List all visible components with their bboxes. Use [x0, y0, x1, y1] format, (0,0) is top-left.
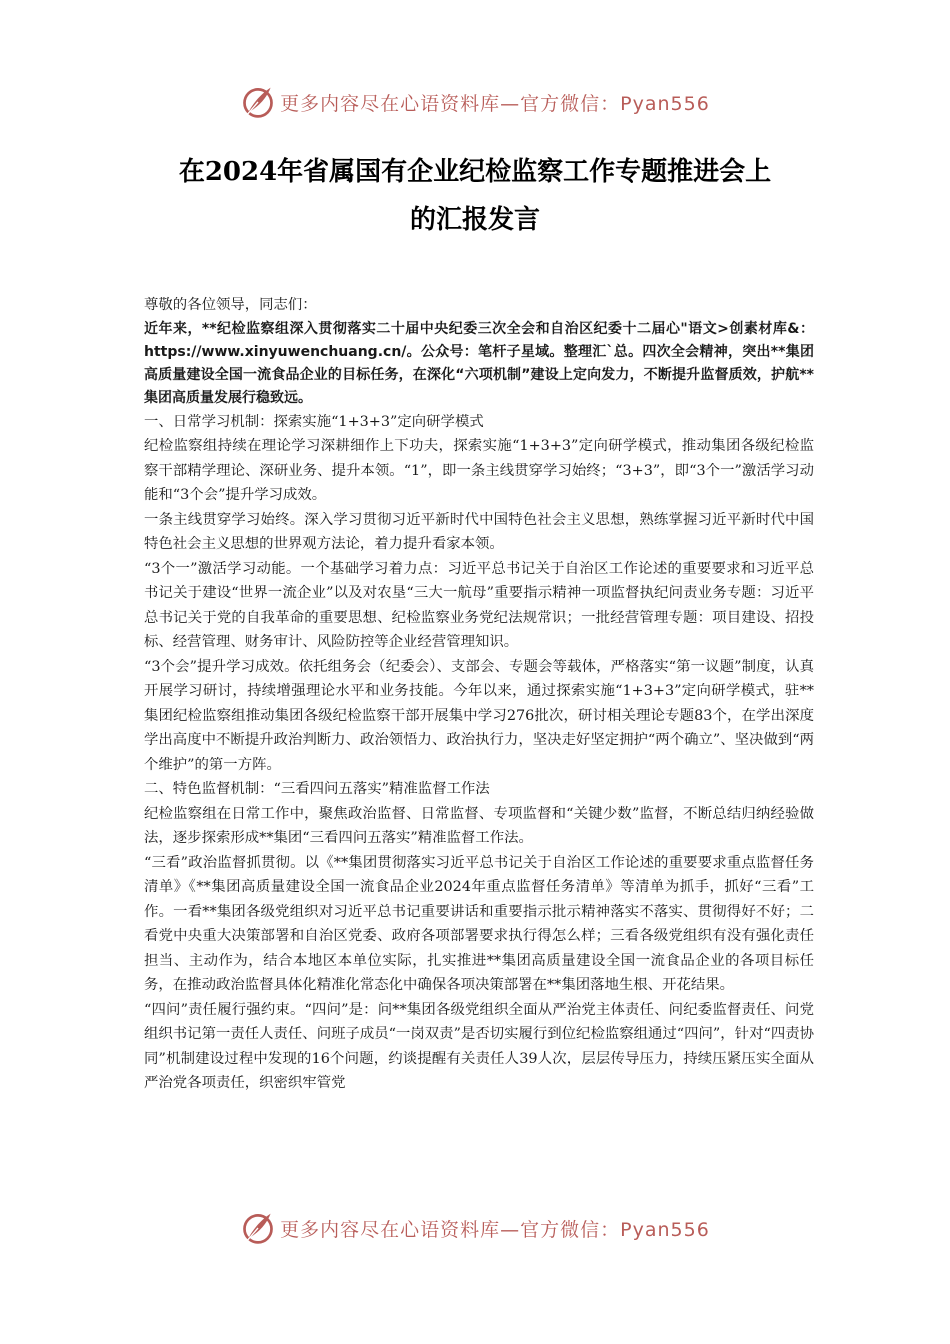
body-paragraph: “四问”责任履行强约束。“四问”是：问**集团各级党组织全面从严治党主体责任、问纪委监督责任、问党组织书记第一责任人责任、问班子成员“一岗双责”是否切实履行到位纪检监察组通过“四问”，针对“四责协同”机制建设过程中发现的16个问题，约谈提醒有关责任人39人次，层层传导压力，持续压紧压实全面从严治党各项责任，织密织牢管党 — [144, 1001, 814, 1091]
body-paragraph: 二、特色监督机制：“三看四问五落实”精准监督工作法 — [144, 781, 490, 797]
body-paragraph: 一、日常学习机制：探索实施“1+3+3”定向研学模式 — [144, 413, 484, 430]
body-paragraph: 纪检监察组在日常工作中，聚焦政治监督、日常监督、专项监督和“关键少数”监督，不断总结归纳经验做法，逐步探索形成**集团“三看四问五落实”精准监督工作法。 — [144, 805, 814, 846]
document-body — [144, 293, 814, 1096]
watermark-text: 更多内容尽在心语资料库—官方微信：Pyan556 — [280, 92, 710, 115]
body-paragraph: 纪检监察组持续在理论学习深耕细作上下功夫，探索实施“1+3+3”定向研学模式，推动集团各级纪检监察干部精学理论、深研业务、提升本领。“1”，即一条主线贯穿学习始终；“3+3”，即“3个一”激活学习动能和“3个会”提升学习成效。 — [144, 438, 814, 503]
header-watermark-banner — [0, 82, 950, 122]
body-paragraph: 一条主线贯穿学习始终。深入学习贯彻习近平新时代中国特色社会主义思想，熟练掌握习近平新时代中国特色社会主义思想的世界观方法论，着力提升看家本领。 — [144, 511, 814, 552]
body-paragraph: “3个会”提升学习成效。依托组务会（纪委会）、支部会、专题会等载体，严格落实“第一议题”制度，认真开展学习研讨，持续增强理论水平和业务技能。今年以来，通过探索实施“1+3+3”定向研学模式，驻**集团纪检监察组推动集团各级纪检监察干部开展集中学习276批次，研讨相关理论专题83个，在学出深度学出高度中不断提升政治判断力、政治领悟力、政治执行力，坚决走好坚定拥护“两个确立”、坚决做到“两个维护”的第一方阵。 — [144, 658, 814, 773]
body-paragraph: 尊敬的各位领导，同志们： — [144, 297, 317, 313]
footer-watermark-banner — [0, 1208, 950, 1248]
body-paragraph: “3个一”激活学习动能。一个基础学习着力点：习近平总书记关于自治区工作论述的重要要求和习近平总书记关于建设“世界一流企业”以及对农垦“三大一航母”重要指示精神一项监督执纪问责业务专题：习近平总书记关于党的自我革命的重要思想、纪检监察业务党纪法规常识；一批经营管理专题：项目建设、招投标、经营管理、财务审计、风险防控等企业经营管理知识。 — [144, 560, 814, 650]
title-line-2: 的汇报发言 — [409, 205, 540, 235]
quill-pen-logo-icon — [240, 1210, 276, 1246]
quill-pen-logo-icon — [240, 84, 276, 120]
body-paragraph: “三看”政治监督抓贯彻。以《**集团贯彻落实习近平总书记关于自治区工作论述的重要要求重点监督任务清单》《**集团高质量建设全国一流食品企业2024年重点监督任务清单》等清单为抓手，抓好“三看”工作。一看**集团各级党组织对习近平总书记重要讲话和重要指示批示精神落实不落实、贯彻得好不好；二看党中央重大决策部署和自治区党委、政府各项部署要求执行得怎么样；三看各级党组织有没有强化责任担当、主动作为，结合本地区本单位实际，扎实推进**集团高质量建设全国一流食品企业的各项目标任务，在推动政治监督具体化精准化常态化中确保各项决策部署在**集团落地生根、开花结果。 — [144, 854, 814, 993]
watermark-text: 更多内容尽在心语资料库—官方微信：Pyan556 — [280, 1218, 710, 1241]
body-paragraph: 近年来，**纪检监察组深入贯彻落实二十届中央纪委三次全会和自治区纪委十二届心"语文>创素材库&：https://www.xinyuwenchuang.cn/。公众号：笔杆子星域。整理汇`总。四次全会精神，突出**集团高质量建设全国一流食品企业的目标任务，在深化“六项机制”建设上定向发力，不断提升监督质效，护航**集团高质量发展行稳致远。 — [144, 320, 814, 406]
document-title — [140, 148, 810, 244]
title-line-1: 在2024年省属国有企业纪检监察工作专题推进会上 — [178, 157, 772, 187]
